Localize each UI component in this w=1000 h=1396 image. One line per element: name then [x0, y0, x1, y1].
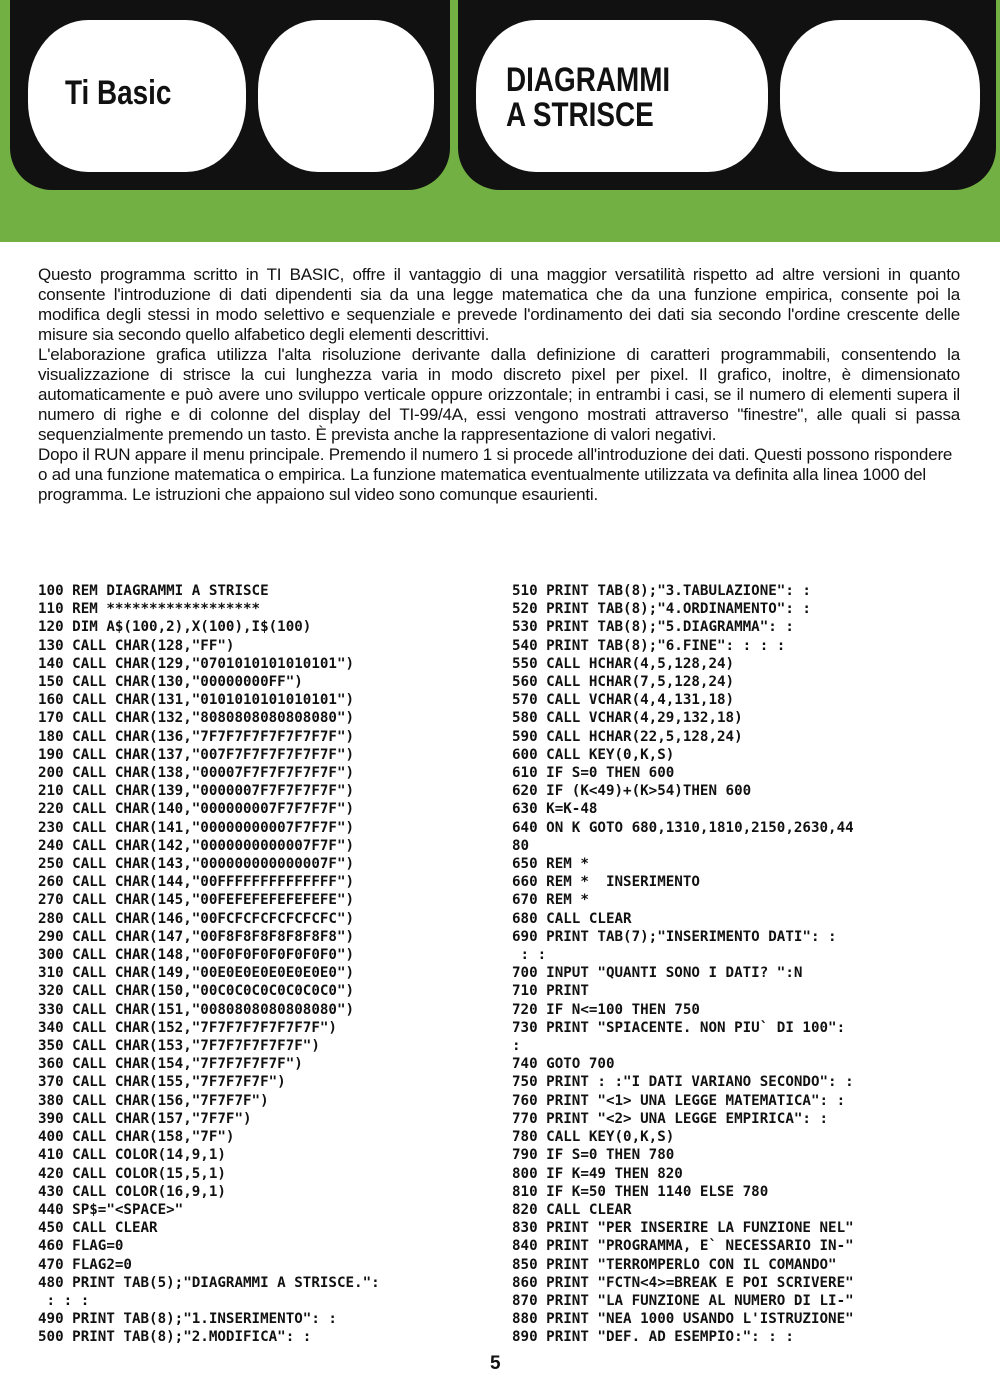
code-line: 380 CALL CHAR(156,"7F7F7F") [38, 1092, 269, 1109]
code-line: 270 CALL CHAR(145,"00FEFEFEFEFEFEFE") [38, 892, 355, 909]
code-line: 660 REM * INSERIMENTO [512, 874, 700, 891]
code-line: 620 IF (K<49)+(K>54)THEN 600 [512, 783, 752, 800]
code-line: 500 PRINT TAB(8);"2.MODIFICA": : [38, 1329, 312, 1346]
code-line: 110 REM ****************** [38, 601, 261, 618]
code-listing-left [38, 582, 380, 1347]
code-line: 750 PRINT : :"I DATI VARIANO SECONDO": : [512, 1074, 854, 1091]
code-line: 130 CALL CHAR(128,"FF") [38, 637, 235, 654]
code-line: 770 PRINT "<2> UNA LEGGE EMPIRICA": : [512, 1110, 829, 1127]
code-line: 160 CALL CHAR(131,"0101010101010101") [38, 692, 355, 709]
code-line: 800 IF K=49 THEN 820 [512, 1165, 683, 1182]
code-line: 290 CALL CHAR(147,"00F8F8F8F8F8F8F8") [38, 928, 355, 945]
code-line: 880 PRINT "NEA 1000 USANDO L'ISTRUZIONE" [512, 1311, 854, 1328]
code-line: : : [512, 947, 547, 964]
code-line: 820 CALL CLEAR [512, 1201, 632, 1218]
code-line: 190 CALL CHAR(137,"007F7F7F7F7F7F7F") [38, 746, 355, 763]
code-line: 850 PRINT "TERROMPERLO CON IL COMANDO" [512, 1256, 837, 1273]
code-line: 560 CALL HCHAR(7,5,128,24) [512, 674, 735, 691]
code-line: 340 CALL CHAR(152,"7F7F7F7F7F7F7F") [38, 1019, 337, 1036]
code-listing-right [512, 582, 854, 1347]
code-line: 840 PRINT "PROGRAMMA, E` NECESSARIO IN-" [512, 1238, 854, 1255]
code-line: 720 IF N<=100 THEN 750 [512, 1001, 700, 1018]
code-line: 400 CALL CHAR(158,"7F") [38, 1129, 235, 1146]
code-line: 210 CALL CHAR(139,"0000007F7F7F7F7F") [38, 783, 355, 800]
code-line: 370 CALL CHAR(155,"7F7F7F7F") [38, 1074, 286, 1091]
code-line: 690 PRINT TAB(7);"INSERIMENTO DATI": : [512, 928, 837, 945]
code-line: 120 DIM A$(100,2),X(100),I$(100) [38, 619, 312, 636]
code-line: : [512, 1038, 521, 1055]
code-line: 240 CALL CHAR(142,"0000000000007F7F") [38, 837, 355, 854]
code-line: 490 PRINT TAB(8);"1.INSERIMENTO": : [38, 1311, 337, 1328]
code-line: 600 CALL KEY(0,K,S) [512, 746, 675, 763]
code-line: 280 CALL CHAR(146,"00FCFCFCFCFCFCFC") [38, 910, 355, 927]
code-line: 570 CALL VCHAR(4,4,131,18) [512, 692, 735, 709]
code-line: 760 PRINT "<1> UNA LEGGE MATEMATICA": : [512, 1092, 846, 1109]
code-line: 510 PRINT TAB(8);"3.TABULAZIONE": : [512, 583, 811, 599]
header-banner [0, 0, 1000, 242]
code-line: 550 CALL HCHAR(4,5,128,24) [512, 655, 735, 672]
code-line: 220 CALL CHAR(140,"000000007F7F7F7F") [38, 801, 355, 818]
code-line: 460 FLAG=0 [38, 1238, 124, 1255]
code-line: 310 CALL CHAR(149,"00E0E0E0E0E0E0E0") [38, 965, 355, 982]
code-line: 890 PRINT "DEF. AD ESEMPIO:": : : [512, 1329, 794, 1346]
code-line: 630 K=K-48 [512, 801, 598, 818]
intro-paragraph: L'elaborazione grafica utilizza l'alta risoluzione derivante dalla definizione di caratteri programmabili, consentendo la visualizzazione di strisce la cui lunghezza varia in modo discreto pixel per pixel. Il grafico, inoltre, è dimensionato automaticamente e può avere uno sviluppo verticale oppure orizzontale; in entrambi i casi, se il numero di elementi supera il numero di righe e di colonne del display del TI-99/4A, essi vengono mostrati attraverso "finestre", alle quali si passa sequenzialmente premendo un tasto. È prevista anche la rappresentazione di valori negativi. [38, 345, 960, 444]
left-tv-frame [10, 0, 450, 190]
code-line: 780 CALL KEY(0,K,S) [512, 1129, 675, 1146]
code-line: 480 PRINT TAB(5);"DIAGRAMMI A STRISCE.": [38, 1274, 380, 1291]
code-line: 530 PRINT TAB(8);"5.DIAGRAMMA": : [512, 619, 794, 636]
code-line: 810 IF K=50 THEN 1140 ELSE 780 [512, 1183, 769, 1200]
code-line: 740 GOTO 700 [512, 1056, 615, 1073]
section-title: Ti Basic [65, 74, 172, 112]
code-line: 410 CALL COLOR(14,9,1) [38, 1147, 226, 1164]
code-line: 590 CALL HCHAR(22,5,128,24) [512, 728, 743, 745]
code-line: 860 PRINT "FCTN<4>=BREAK E POI SCRIVERE" [512, 1274, 854, 1291]
code-line: 580 CALL VCHAR(4,29,132,18) [512, 710, 743, 727]
code-line: 650 REM * [512, 856, 589, 873]
code-line: 300 CALL CHAR(148,"00F0F0F0F0F0F0F0") [38, 947, 355, 964]
right-tv-frame [458, 0, 996, 190]
code-line: 150 CALL CHAR(130,"00000000FF") [38, 674, 303, 691]
code-line: 420 CALL COLOR(15,5,1) [38, 1165, 226, 1182]
page-number: 5 [490, 1353, 501, 1374]
intro-paragraph: Questo programma scritto in TI BASIC, offre il vantaggio di una maggior versatilità rispetto ad altre versioni in quanto consente l'introduzione di dati dipendenti sia da una legge matematica che da una funzione empirica, consente poi la modifica degli stessi in modo selettivo e sequenziale e prevede l'ordinamento dei dati sia secondo l'ordine crescente delle misure sia secondo quello alfabetico degli elementi descrittivi. [38, 265, 960, 344]
code-line: 790 IF S=0 THEN 780 [512, 1147, 675, 1164]
code-line: 250 CALL CHAR(143,"000000000000007F") [38, 856, 355, 873]
code-line: 140 CALL CHAR(129,"0701010101010101") [38, 655, 355, 672]
code-line: 320 CALL CHAR(150,"00C0C0C0C0C0C0C0") [38, 983, 355, 1000]
code-line: 230 CALL CHAR(141,"00000000007F7F7F") [38, 819, 355, 836]
code-line: 430 CALL COLOR(16,9,1) [38, 1183, 226, 1200]
code-line: 680 CALL CLEAR [512, 910, 632, 927]
code-line: 180 CALL CHAR(136,"7F7F7F7F7F7F7F7F") [38, 728, 355, 745]
code-line: 170 CALL CHAR(132,"8080808080808080") [38, 710, 355, 727]
right-blank-screen [780, 20, 980, 172]
code-line: 450 CALL CLEAR [38, 1220, 158, 1237]
code-line: 610 IF S=0 THEN 600 [512, 765, 675, 782]
code-line: 670 REM * [512, 892, 589, 909]
code-line: 200 CALL CHAR(138,"00007F7F7F7F7F7F") [38, 765, 355, 782]
left-blank-screen [258, 20, 434, 172]
code-line: 730 PRINT "SPIACENTE. NON PIU` DI 100": [512, 1019, 846, 1036]
article-title-line1: DIAGRAMMI [506, 61, 671, 99]
code-line: 870 PRINT "LA FUNZIONE AL NUMERO DI LI-" [512, 1292, 854, 1309]
code-line: 700 INPUT "QUANTI SONO I DATI? ":N [512, 965, 803, 982]
code-line: 390 CALL CHAR(157,"7F7F") [38, 1110, 252, 1127]
code-line: 470 FLAG2=0 [38, 1256, 132, 1273]
code-line: 440 SP$="<SPACE>" [38, 1201, 184, 1218]
code-line: 710 PRINT [512, 983, 589, 1000]
code-line: 100 REM DIAGRAMMI A STRISCE [38, 583, 269, 599]
intro-paragraph: Dopo il RUN appare il menu principale. Premendo il numero 1 si procede all'introduzione dei dati. Questi possono rispondere o ad una funzione matematica o empirica. La funzione matematica eventualmente utilizzata va definita alla linea 1000 del programma. Le istruzioni che appaiono sul video sono comunque esaurienti. [38, 445, 953, 504]
code-line: 330 CALL CHAR(151,"0080808080808080") [38, 1001, 355, 1018]
code-line: 830 PRINT "PER INSERIRE LA FUNZIONE NEL" [512, 1220, 854, 1237]
article-title-line2: A STRISCE [506, 96, 654, 134]
intro-text [38, 265, 960, 505]
code-line: 640 ON K GOTO 680,1310,1810,2150,2630,44 [512, 819, 854, 836]
code-line: 80 [512, 837, 530, 854]
code-line: 520 PRINT TAB(8);"4.ORDINAMENTO": : [512, 601, 811, 618]
code-line: 350 CALL CHAR(153,"7F7F7F7F7F7F") [38, 1038, 320, 1055]
code-line: 260 CALL CHAR(144,"00FFFFFFFFFFFFFF") [38, 874, 355, 891]
code-line: 360 CALL CHAR(154,"7F7F7F7F7F") [38, 1056, 303, 1073]
code-line: 540 PRINT TAB(8);"6.FINE": : : : [512, 637, 786, 654]
code-line: : : : [38, 1292, 90, 1309]
